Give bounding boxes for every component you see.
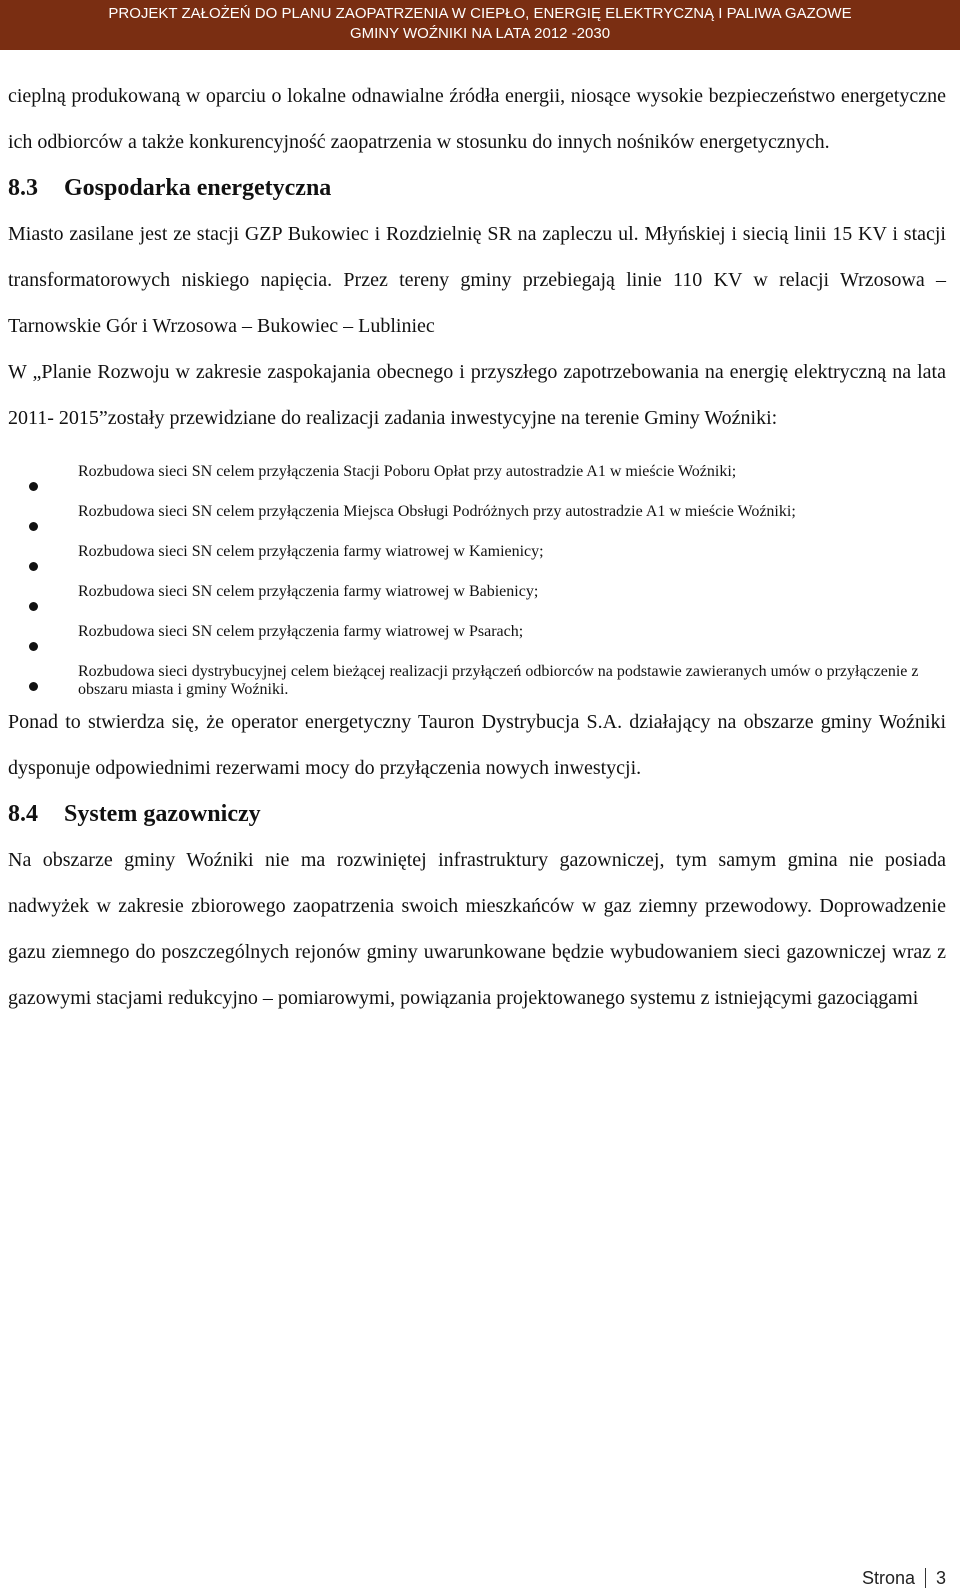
bullet-icon [29, 602, 38, 611]
list-item [8, 663, 946, 699]
header-title-line-1: PROJEKT ZAŁOŻEŃ DO PLANU ZAOPATRZENIA W CIEPŁO, ENERGIĘ ELEKTRYCZNĄ I PALIWA GAZOWE [108, 5, 852, 22]
list-item [8, 623, 946, 641]
list-item [8, 463, 946, 481]
list-item [8, 503, 946, 521]
section-heading-8-3 [8, 165, 946, 211]
bullet-icon [29, 562, 38, 571]
paragraph-operator: Ponad to stwierdza się, że operator energetyczny Tauron Dystrybucja S.A. działający na obszarze gminy Woźniki dysponuje odpowiednimi rezerwami mocy do przyłączenia nowych inwestycji. [8, 711, 946, 779]
list-item-text: Rozbudowa sieci SN celem przyłączenia farmy wiatrowej w Babienicy; [78, 583, 539, 600]
paragraph-continuation: cieplną produkowaną w oparciu o lokalne odnawialne źródła energii, niosące wysokie bezpieczeństwo energetyczne ich odbiorców a także konkurencyjność zaopatrzenia w stosunku do innych nośników energetycznych. [8, 85, 946, 153]
bullet-icon [29, 642, 38, 651]
bullet-icon [29, 482, 38, 491]
page-number: 3 [935, 1568, 946, 1588]
paragraph-power-supply: Miasto zasilane jest ze stacji GZP Bukowiec i Rozdzielnię SR na zapleczu ul. Młyńskiej i siecią linii 15 KV i stacji transformatorowych niskiego napięcia. Przez tereny gminy przebiegają linie 110 KV w relacji Wrzosowa – Tarnowskie Gór i Wrzosowa – Bukowiec – Lubliniec [8, 223, 946, 337]
paragraph-gas-system: Na obszarze gminy Woźniki nie ma rozwiniętej infrastruktury gazowniczej, tym samym gmina nie posiada nadwyżek w zakresie zbiorowego zaopatrzenia swoich mieszkańców w gaz ziemny przewodowy. Doprowadzenie gazu ziemnego do poszczególnych rejonów gminy uwarunkowane będzie wybudowaniem sieci gazowniczej wraz z gazowymi stacjami redukcyjno – pomiarowymi, powiązania projektowanego systemu z istniejącymi gazociągami [8, 849, 946, 1009]
investment-task-list [8, 463, 946, 699]
list-item [8, 543, 946, 561]
list-item-text: Rozbudowa sieci SN celem przyłączenia Stacji Poboru Opłat przy autostradzie A1 w mieście Woźniki; [78, 463, 737, 480]
page-label: Strona [861, 1568, 915, 1588]
header-title-line-2: GMINY WOŹNIKI NA LATA 2012 -2030 [349, 25, 611, 42]
list-item-text: Rozbudowa sieci SN celem przyłączenia Miejsca Obsługi Podróżnych przy autostradzie A1 w mieście Woźniki; [78, 503, 796, 520]
bullet-icon [29, 522, 38, 531]
paragraph-development-plan: W „Planie Rozwoju w zakresie zaspokajania obecnego i przyszłego zapotrzebowania na energię elektryczną na lata 2011- 2015”zostały przewidziane do realizacji zadania inwestycyjne na terenie Gminy Woźniki: [8, 361, 946, 429]
section-title: Gospodarka energetyczna [64, 175, 332, 201]
section-number: 8.3 [8, 175, 38, 201]
section-title: System gazowniczy [64, 801, 261, 827]
list-item-text: Rozbudowa sieci SN celem przyłączenia farmy wiatrowej w Kamienicy; [78, 543, 544, 560]
list-item-text: Rozbudowa sieci dystrybucyjnej celem bieżącej realizacji przyłączeń odbiorców na podstawie zawieranych umów o przyłączenie z obszaru miasta i gminy Woźniki. [78, 663, 919, 698]
list-item [8, 583, 946, 601]
document-header [0, 0, 960, 50]
section-number: 8.4 [8, 801, 38, 827]
list-item-text: Rozbudowa sieci SN celem przyłączenia farmy wiatrowej w Psarach; [78, 623, 524, 640]
section-heading-8-4 [8, 791, 946, 837]
footer-divider [925, 1568, 926, 1588]
bullet-icon [29, 682, 38, 691]
page-footer [862, 1568, 946, 1589]
page-content [8, 73, 946, 1021]
